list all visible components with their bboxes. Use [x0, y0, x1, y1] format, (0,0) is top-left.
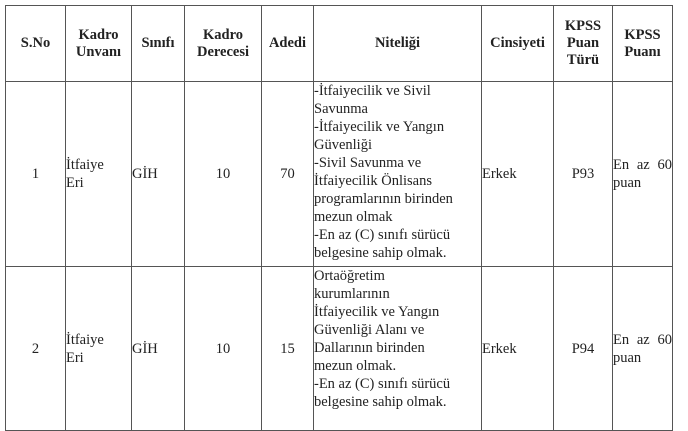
- header-sinifi: Sınıfı: [132, 6, 185, 82]
- requirement-line: -Sivil Savunma ve: [314, 155, 422, 171]
- cell-kpss-puan-turu: P94: [554, 267, 613, 431]
- header-kadro-unvani: [66, 6, 132, 82]
- requirement-line: -İtfaiyecilik ve Yangın: [314, 119, 445, 135]
- header-kpss-puan-turu-line: KPSS: [564, 18, 602, 34]
- requirement-line: belgesine sahip olmak.: [314, 245, 447, 261]
- requirement-line: Güvenliği: [314, 137, 372, 153]
- header-adedi: Adedi: [262, 6, 314, 82]
- cell-adedi: 15: [262, 267, 314, 431]
- cell-niteligi: [314, 82, 482, 267]
- requirement-line: -En az (C) sınıfı sürücü: [314, 227, 451, 243]
- requirement-line: Dallarının birinden: [314, 340, 425, 356]
- requirement-line: mezun olmak: [314, 209, 393, 225]
- header-kadro-unvani-line: Unvanı: [75, 43, 122, 60]
- requirement-line: kurumlarının: [314, 286, 390, 302]
- cell-kadro-derecesi: 10: [185, 82, 262, 267]
- cell-kadro-derecesi: 10: [185, 267, 262, 431]
- kadro-table: [5, 5, 673, 431]
- header-kadro-derecesi-line: Kadro: [202, 26, 244, 43]
- header-cinsiyeti: Cinsiyeti: [482, 6, 554, 82]
- header-kadro-derecesi: [185, 6, 262, 82]
- cell-kadro-unvani: [66, 82, 132, 267]
- table-row: [6, 267, 673, 431]
- header-kadro-derecesi-line: Derecesi: [196, 43, 250, 60]
- cell-sinifi: GİH: [132, 82, 185, 267]
- header-kpss-puani-line: KPSS: [624, 26, 661, 43]
- cell-sno: 1: [6, 82, 66, 267]
- cell-niteligi: [314, 267, 482, 431]
- cell-kpss-puani: En az 60 puan: [613, 267, 673, 431]
- requirement-line: Savunma: [314, 101, 368, 117]
- header-kpss-puani-line: Puanı: [624, 43, 661, 60]
- requirement-line: Güvenliği Alanı ve: [314, 322, 425, 338]
- cell-kpss-puani: En az 60 puan: [613, 82, 673, 267]
- cell-cinsiyeti: Erkek: [482, 267, 554, 431]
- cell-sno: 2: [6, 267, 66, 431]
- header-kpss-puan-turu: [554, 6, 613, 82]
- cell-kadro-unvani: [66, 267, 132, 431]
- header-kpss-puan-turu-line: Türü: [566, 52, 600, 68]
- header-kadro-unvani-line: Kadro: [78, 26, 119, 43]
- requirement-line: mezun olmak.: [314, 358, 397, 374]
- cell-sinifi: GİH: [132, 267, 185, 431]
- cell-kadro-unvani-line: İtfaiye: [66, 157, 104, 173]
- cell-adedi: 70: [262, 82, 314, 267]
- header-kpss-puan-turu-line: Puan: [566, 35, 600, 51]
- header-sno: S.No: [6, 6, 66, 82]
- cell-cinsiyeti: Erkek: [482, 82, 554, 267]
- requirement-line: İtfaiyecilik Önlisans: [314, 173, 432, 189]
- header-kpss-puani: [613, 6, 673, 82]
- requirement-line: Ortaöğretim: [314, 268, 385, 284]
- requirement-line: İtfaiyecilik ve Yangın: [314, 304, 440, 320]
- requirement-line: belgesine sahip olmak.: [314, 394, 447, 410]
- table-row: [6, 82, 673, 267]
- cell-kadro-unvani-line: İtfaiye: [66, 331, 104, 348]
- cell-kpss-puan-turu: P93: [554, 82, 613, 267]
- header-row: [6, 6, 673, 82]
- requirement-line: programlarının birinden: [314, 191, 453, 207]
- requirement-line: -En az (C) sınıfı sürücü: [314, 376, 451, 392]
- requirement-line: -İtfaiyecilik ve Sivil: [314, 83, 431, 99]
- cell-kadro-unvani-line: Eri: [66, 175, 84, 191]
- cell-kadro-unvani-line: Eri: [66, 349, 84, 366]
- header-niteligi: Niteliği: [314, 6, 482, 82]
